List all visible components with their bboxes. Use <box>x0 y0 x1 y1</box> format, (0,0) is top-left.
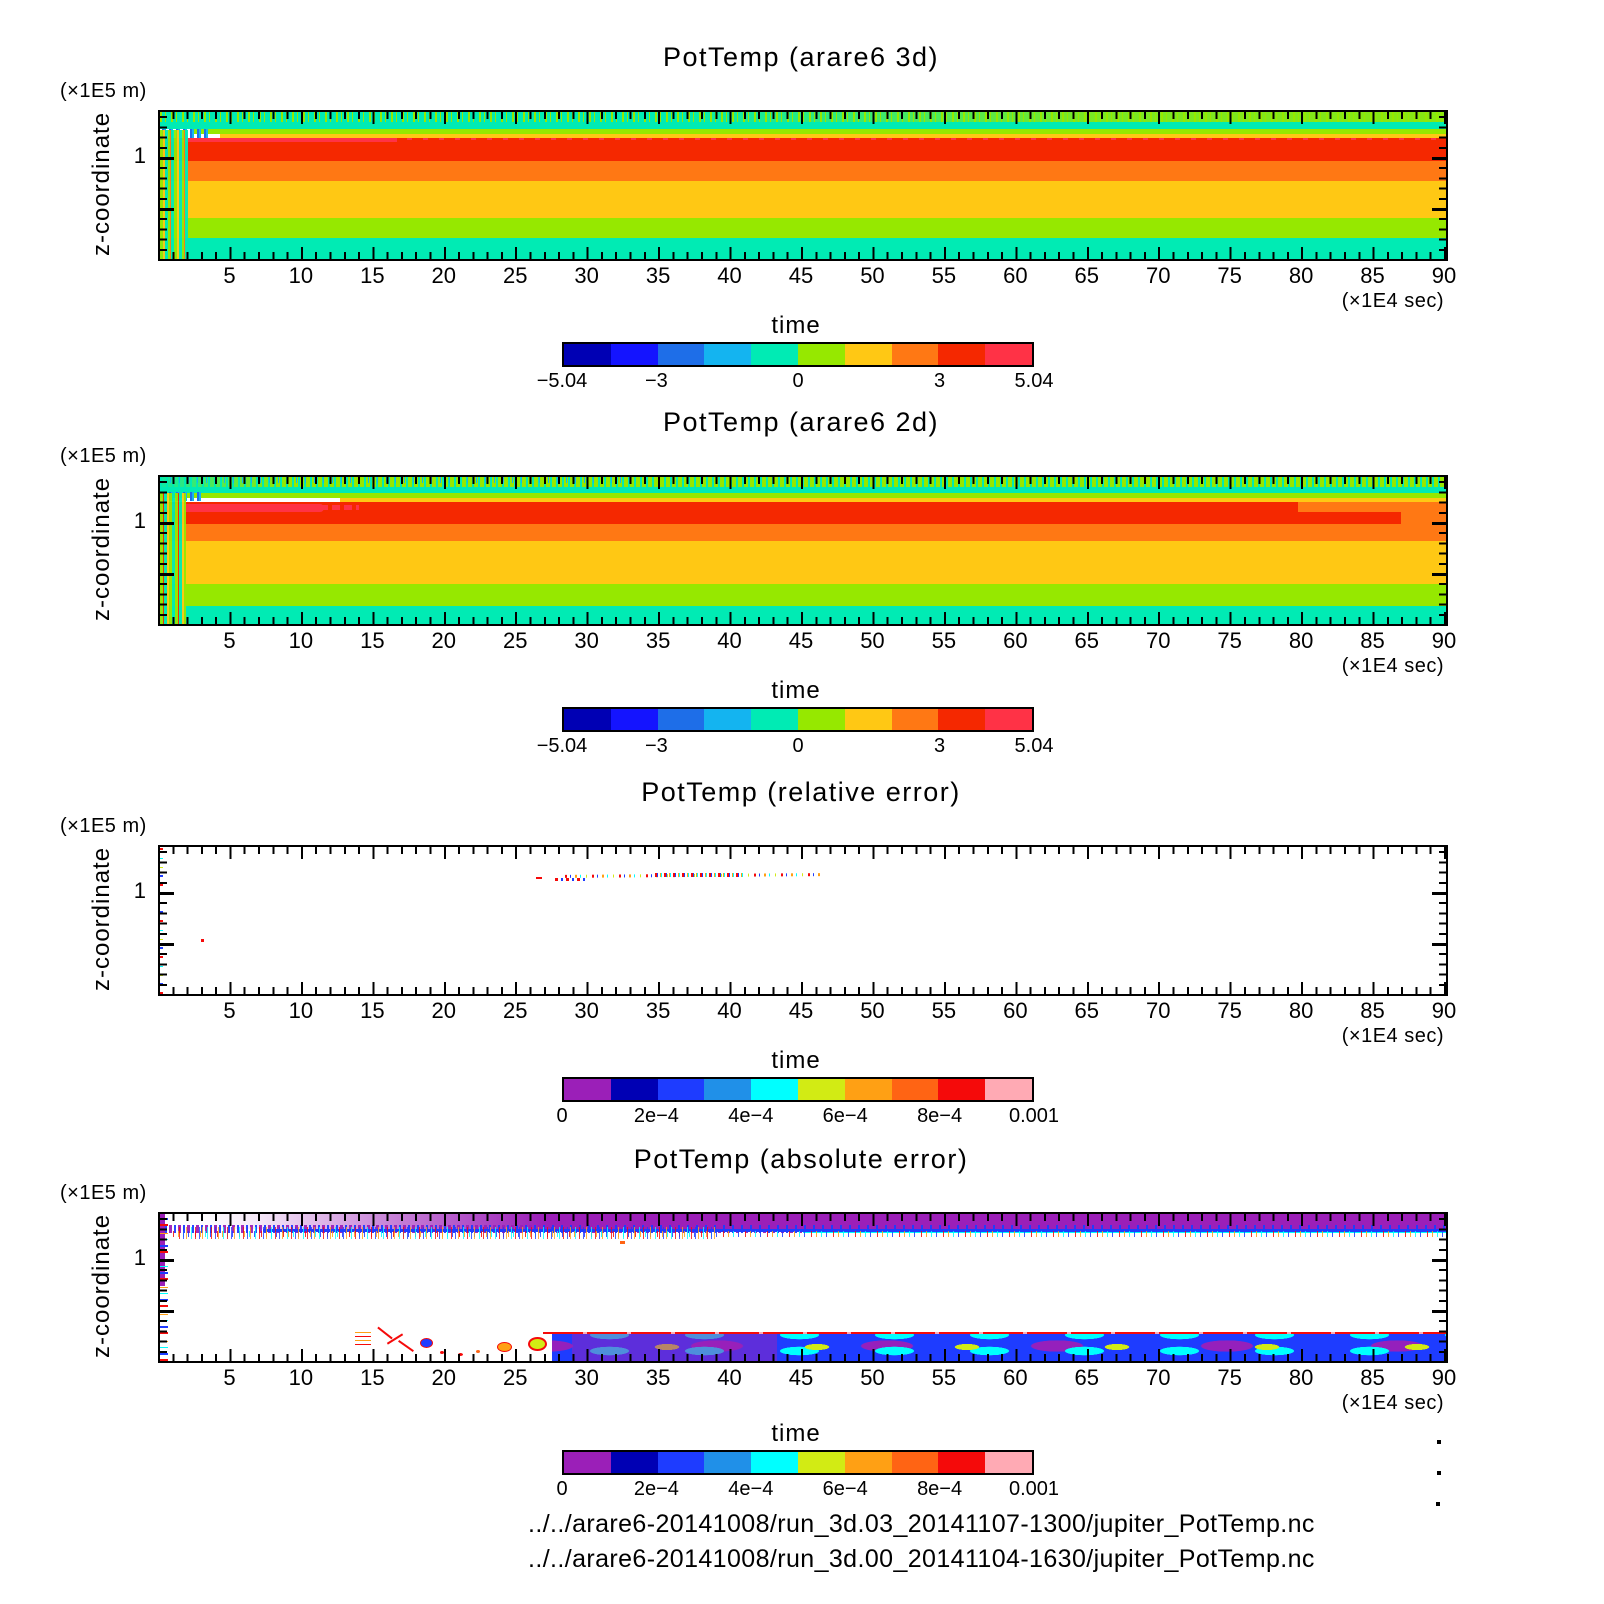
colorbar-segment <box>751 344 798 365</box>
x-tick-label: 85 <box>1360 263 1385 288</box>
y-tick-label: 1 <box>133 878 146 903</box>
x-tick-label: 50 <box>860 1365 885 1390</box>
band-gold <box>160 181 1446 218</box>
x-tick-label: 65 <box>1074 1365 1100 1390</box>
panel-title: PotTemp (relative error) <box>641 777 961 807</box>
y-tick-major-left-1 <box>160 157 174 160</box>
colorbar-tick-label: 5.04 <box>1014 735 1054 757</box>
x-tick-label: 20 <box>431 1365 457 1390</box>
x-tick-label: 70 <box>1145 998 1171 1023</box>
colorbar <box>562 1450 1034 1475</box>
x-tick-label: 80 <box>1288 998 1314 1023</box>
x-ticks-major-bottom <box>160 1349 1446 1361</box>
x-axis-unit: (×1E4 sec) <box>1341 655 1444 677</box>
x-tick-label: 5 <box>223 628 236 653</box>
colorbar-segment <box>938 1452 985 1473</box>
y-tick-major-right-1 <box>1432 522 1446 525</box>
x-tick-label: 90 <box>1431 263 1457 288</box>
x-tick-label: 30 <box>574 263 599 288</box>
y-ticks-minor-right <box>1439 477 1446 624</box>
y-tick-label: 1 <box>133 1245 146 1270</box>
x-tick-label: 35 <box>645 998 671 1023</box>
x-tick-label: 15 <box>360 998 385 1023</box>
colorbar-tick-labels <box>556 1478 1060 1502</box>
squiggle-red-1 <box>377 1327 392 1340</box>
y-axis-label: z-coordinate <box>88 111 115 256</box>
colorbar-tick-label: 0 <box>556 1478 568 1500</box>
colorbar <box>562 1077 1034 1102</box>
x-tick-label: 30 <box>574 998 599 1023</box>
y-axis-label: z-coordinate <box>88 1213 115 1358</box>
x-tick-label: 30 <box>574 1365 599 1390</box>
y-tick-major-left-1 <box>160 1259 174 1262</box>
x-tick-label: 10 <box>288 628 314 653</box>
x-tick-label: 70 <box>1145 263 1171 288</box>
x-tick-label: 40 <box>717 263 742 288</box>
colorbar-tick-label: 0 <box>792 370 804 392</box>
x-axis-unit: (×1E4 sec) <box>1341 1025 1444 1047</box>
x-tick-label: 80 <box>1288 628 1314 653</box>
colorbar-segment <box>798 709 845 730</box>
blob-crimson-tail <box>308 505 359 510</box>
y-tick-major-right-1 <box>1432 892 1446 895</box>
x-tick-label: 65 <box>1074 628 1100 653</box>
x-tick-label: 10 <box>288 998 314 1023</box>
error-streak-nucleus <box>655 873 745 877</box>
colorbar-tick-label: −5.04 <box>536 735 588 757</box>
colorbar-tick-label: 0 <box>556 1105 568 1127</box>
y-tick-major-left-1 <box>160 892 174 895</box>
x-ticks-major-bottom <box>160 982 1446 994</box>
red-taper-orange-b <box>1298 502 1401 512</box>
colorbar-segment <box>845 1452 892 1473</box>
panel-absolute-error <box>0 1132 1604 1500</box>
colorbar-segment <box>611 344 658 365</box>
colorbar-segment <box>985 709 1032 730</box>
colorbar-segment <box>938 344 985 365</box>
error-streak-start <box>555 878 587 881</box>
x-axis-unit: (×1E4 sec) <box>1341 1392 1444 1414</box>
speck-strip-left-of-band <box>355 1331 370 1345</box>
colorbar-segment <box>658 1452 705 1473</box>
y-ticks-minor-right <box>1439 112 1446 259</box>
x-tick-label: 90 <box>1431 628 1457 653</box>
x-tick-label: 10 <box>288 263 314 288</box>
x-tick-label: 40 <box>717 628 742 653</box>
colorbar-tick-labels <box>536 370 1054 394</box>
colorbar-tick-label: 0.001 <box>1008 1478 1060 1500</box>
x-tick-label: 75 <box>1217 1365 1242 1390</box>
plot-area <box>158 845 1448 996</box>
y-ticks-minor-left <box>160 477 167 624</box>
colorbar-tick-label: 2e−4 <box>633 1105 679 1127</box>
x-tick-label: 5 <box>223 998 236 1023</box>
x-tick-label: 60 <box>1003 1365 1028 1390</box>
x-tick-label: 80 <box>1288 263 1314 288</box>
isolated-red-dot <box>201 939 204 942</box>
band-gold <box>160 541 1446 584</box>
blob-crimson-core <box>170 504 324 512</box>
x-tick-label: 15 <box>360 263 385 288</box>
colorbar-segment <box>704 1079 751 1100</box>
x-tick-label: 15 <box>360 1365 385 1390</box>
x-tick-labels <box>158 628 1457 654</box>
colorbar <box>562 342 1034 367</box>
colorbar-segment <box>845 709 892 730</box>
y-axis-unit: (×1E5 m) <box>60 445 147 467</box>
x-tick-labels <box>158 263 1457 289</box>
x-tick-label: 70 <box>1145 1365 1171 1390</box>
tiny-orange-dots <box>620 1241 625 1244</box>
x-tick-label: 30 <box>574 628 599 653</box>
x-tick-labels <box>158 1365 1457 1391</box>
x-ticks-major-bottom <box>160 247 1446 259</box>
colorbar-title: time <box>771 312 821 339</box>
x-tick-label: 75 <box>1217 263 1242 288</box>
x-ticks-major-top <box>160 477 1446 489</box>
x-tick-labels <box>158 998 1457 1024</box>
colorbar-segment <box>611 709 658 730</box>
y-ticks-minor-left <box>160 847 167 994</box>
colorbar-segment <box>892 709 939 730</box>
x-tick-label: 45 <box>788 1365 814 1390</box>
x-tick-label: 25 <box>502 998 528 1023</box>
x-tick-label: 50 <box>860 998 885 1023</box>
x-tick-label: 90 <box>1431 998 1457 1023</box>
y-tick-major-right-1 <box>1432 157 1446 160</box>
x-tick-label: 20 <box>431 998 457 1023</box>
x-tick-label: 35 <box>645 263 671 288</box>
colorbar <box>562 707 1034 732</box>
x-ticks-major-top <box>160 112 1446 124</box>
y-tick-major-right-2 <box>1432 573 1446 576</box>
x-tick-label: 90 <box>1431 1365 1457 1390</box>
colorbar-tick-label: −5.04 <box>536 370 588 392</box>
y-ticks-minor-right <box>1439 847 1446 994</box>
colorbar-title: time <box>771 677 821 704</box>
x-tick-label: 35 <box>645 628 671 653</box>
colorbar-segment <box>704 344 751 365</box>
y-axis-label: z-coordinate <box>88 846 115 991</box>
x-tick-label: 65 <box>1074 998 1100 1023</box>
colorbar-tick-label: 6e−4 <box>822 1105 868 1127</box>
colorbar-title: time <box>771 1420 821 1447</box>
y-axis-label: z-coordinate <box>88 476 115 621</box>
x-tick-label: 75 <box>1217 998 1242 1023</box>
y-axis-unit: (×1E5 m) <box>60 815 147 837</box>
stray-dot <box>1436 1502 1440 1506</box>
colorbar-segment <box>564 709 611 730</box>
x-axis-unit: (×1E4 sec) <box>1341 290 1444 312</box>
y-tick-major-left-2 <box>160 1310 174 1313</box>
x-tick-label: 85 <box>1360 1365 1385 1390</box>
colorbar-segment <box>564 1452 611 1473</box>
fringe-speckles-dense-left <box>179 1227 719 1239</box>
y-tick-major-left-2 <box>160 943 174 946</box>
x-tick-label: 85 <box>1360 628 1385 653</box>
band-orange <box>160 524 1446 541</box>
colorbar-segment <box>658 344 705 365</box>
colorbar-segment <box>892 344 939 365</box>
x-tick-label: 40 <box>717 998 742 1023</box>
stray-dot <box>1437 1440 1441 1444</box>
x-tick-label: 60 <box>1003 998 1028 1023</box>
x-tick-label: 60 <box>1003 628 1028 653</box>
plot-area <box>158 1212 1448 1363</box>
y-tick-major-right-1 <box>1432 1259 1446 1262</box>
panel-title: PotTemp (absolute error) <box>633 1144 969 1174</box>
colorbar-tick-label: 8e−4 <box>917 1478 963 1500</box>
x-tick-label: 35 <box>645 1365 671 1390</box>
x-tick-label: 55 <box>931 263 957 288</box>
colorbar-segment <box>798 1452 845 1473</box>
colorbar-tick-label: 3 <box>934 735 946 757</box>
x-tick-label: 25 <box>502 263 528 288</box>
colorbar-tick-label: 5.04 <box>1014 370 1054 392</box>
colorbar-tick-label: 2e−4 <box>633 1478 679 1500</box>
colorbar-segment <box>658 709 705 730</box>
colorbar-title: time <box>771 1047 821 1074</box>
y-tick-major-right-2 <box>1432 1310 1446 1313</box>
x-ticks-major-top <box>160 847 1446 859</box>
x-tick-label: 85 <box>1360 998 1385 1023</box>
x-tick-label: 40 <box>717 1365 742 1390</box>
x-tick-label: 55 <box>931 1365 957 1390</box>
y-tick-major-right-2 <box>1432 943 1446 946</box>
colorbar-segment <box>751 709 798 730</box>
plot-area <box>158 475 1448 626</box>
x-tick-label: 55 <box>931 998 957 1023</box>
y-tick-major-left-2 <box>160 208 174 211</box>
colorbar-tick-label: 4e−4 <box>728 1478 774 1500</box>
x-ticks-major-top <box>160 1214 1446 1226</box>
panel-title: PotTemp (arare6 2d) <box>662 407 940 437</box>
x-tick-label: 80 <box>1288 1365 1314 1390</box>
colorbar-segment <box>985 344 1032 365</box>
colorbar-segment <box>892 1452 939 1473</box>
y-ticks-minor-left <box>160 1214 167 1361</box>
plot-area <box>158 110 1448 261</box>
isolated-mark <box>536 877 542 879</box>
x-tick-label: 5 <box>223 1365 236 1390</box>
x-tick-label: 70 <box>1145 628 1171 653</box>
colorbar-segment <box>611 1452 658 1473</box>
colorbar-tick-label: −3 <box>644 370 668 392</box>
y-tick-major-left-2 <box>160 573 174 576</box>
colorbar-segment <box>798 344 845 365</box>
blob-blue <box>420 1338 433 1348</box>
x-tick-label: 45 <box>788 263 814 288</box>
x-tick-label: 65 <box>1074 263 1100 288</box>
colorbar-segment <box>658 1079 705 1100</box>
colorbar-segment <box>892 1079 939 1100</box>
source-file-path-1: ../../arare6-20141008/run_3d.03_20141107-1300/jupiter_PotTemp.nc <box>528 1510 1315 1538</box>
colorbar-tick-label: 6e−4 <box>822 1478 868 1500</box>
x-tick-label: 10 <box>288 1365 314 1390</box>
streak-crimson-dashes <box>391 138 1446 140</box>
colorbar-tick-label: 0 <box>792 735 804 757</box>
x-tick-label: 75 <box>1217 628 1242 653</box>
colorbar-segment <box>564 1079 611 1100</box>
x-tick-label: 55 <box>931 628 957 653</box>
colorbar-tick-label: −3 <box>644 735 668 757</box>
y-axis-unit: (×1E5 m) <box>60 80 147 102</box>
x-tick-label: 25 <box>502 628 528 653</box>
colorbar-tick-labels <box>536 735 1054 759</box>
y-tick-label: 1 <box>133 143 146 168</box>
x-tick-label: 5 <box>223 263 236 288</box>
y-tick-major-left-1 <box>160 522 174 525</box>
streak-crimson <box>166 138 397 142</box>
source-file-path-2: ../../arare6-20141008/run_3d.00_20141104-1630/jupiter_PotTemp.nc <box>528 1545 1315 1573</box>
colorbar-tick-labels <box>556 1105 1060 1129</box>
colorbar-segment <box>611 1079 658 1100</box>
colorbar-segment <box>798 1079 845 1100</box>
x-ticks-major-bottom <box>160 612 1446 624</box>
colorbar-segment <box>845 344 892 365</box>
x-tick-label: 15 <box>360 628 385 653</box>
y-ticks-minor-left <box>160 112 167 259</box>
panel-pottemp-3d <box>0 30 1604 395</box>
x-tick-label: 60 <box>1003 263 1028 288</box>
x-tick-label: 45 <box>788 628 814 653</box>
colorbar-tick-label: 3 <box>934 370 946 392</box>
colorbar-segment <box>985 1079 1032 1100</box>
band-chartreuse <box>160 218 1446 238</box>
y-tick-major-right-2 <box>1432 208 1446 211</box>
panel-relative-error <box>0 765 1604 1130</box>
colorbar-segment <box>704 1452 751 1473</box>
colorbar-segment <box>938 709 985 730</box>
bottom-band-red-cap <box>543 1332 1446 1334</box>
x-tick-label: 50 <box>860 628 885 653</box>
stray-dot <box>1437 1471 1441 1475</box>
x-tick-label: 50 <box>860 263 885 288</box>
x-tick-label: 20 <box>431 263 457 288</box>
colorbar-segment <box>751 1079 798 1100</box>
band-orange <box>160 161 1446 181</box>
y-ticks-minor-right <box>1439 1214 1446 1361</box>
y-tick-label: 1 <box>133 508 146 533</box>
colorbar-segment <box>704 709 751 730</box>
colorbar-tick-label: 4e−4 <box>728 1105 774 1127</box>
colorbar-tick-label: 8e−4 <box>917 1105 963 1127</box>
y-axis-unit: (×1E5 m) <box>60 1182 147 1204</box>
colorbar-segment <box>985 1452 1032 1473</box>
x-tick-label: 45 <box>788 998 814 1023</box>
colorbar-segment <box>751 1452 798 1473</box>
colorbar-segment <box>845 1079 892 1100</box>
panel-title: PotTemp (arare6 3d) <box>662 42 940 72</box>
x-tick-label: 25 <box>502 1365 528 1390</box>
colorbar-tick-label: 0.001 <box>1008 1105 1060 1127</box>
x-tick-label: 20 <box>431 628 457 653</box>
panel-pottemp-2d <box>0 395 1604 760</box>
colorbar-segment <box>564 344 611 365</box>
colorbar-segment <box>938 1079 985 1100</box>
band-chartreuse <box>160 584 1446 606</box>
